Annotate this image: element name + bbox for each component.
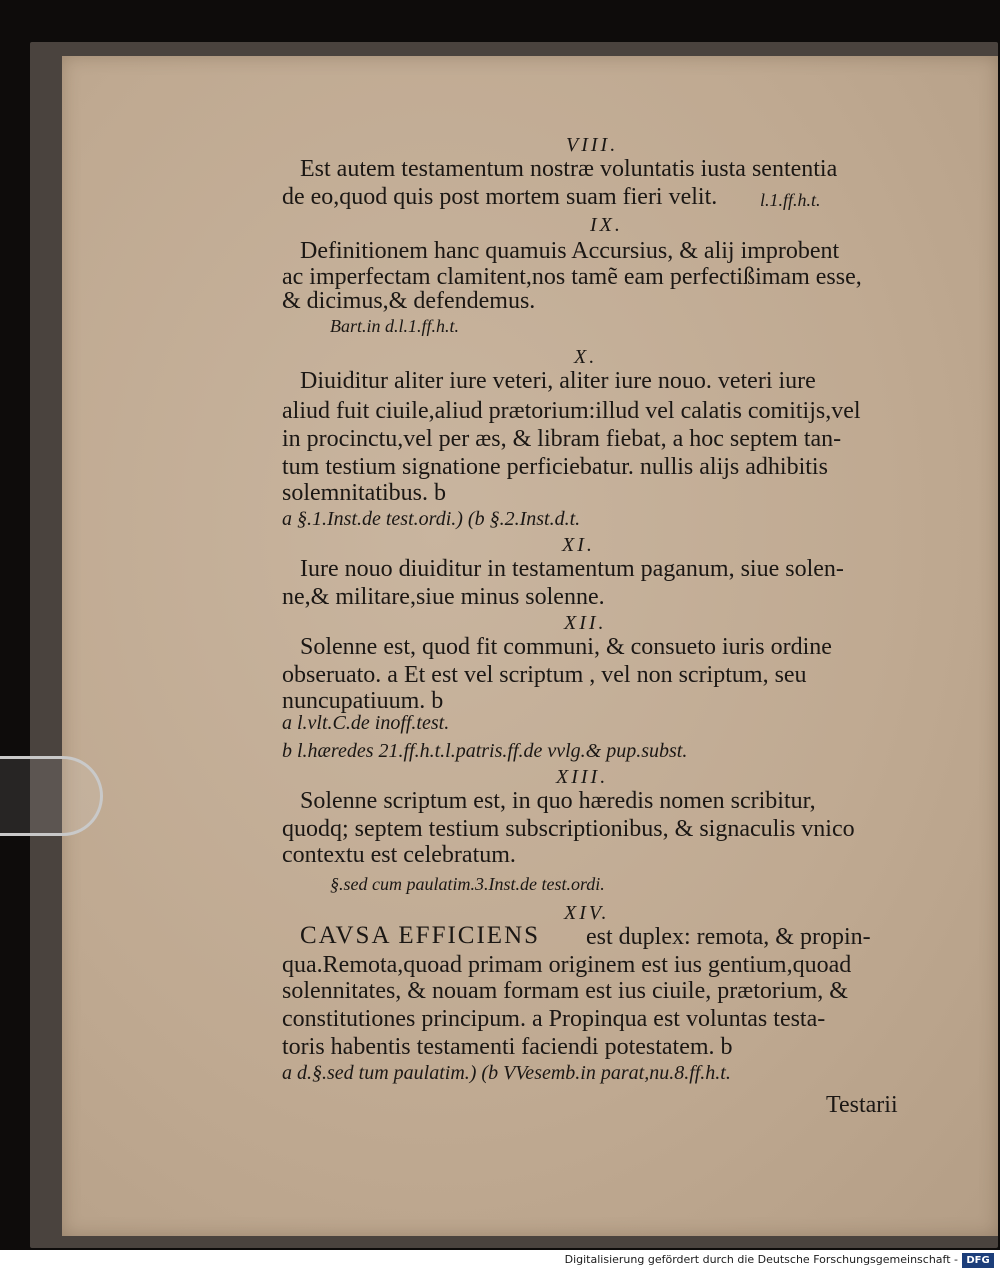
text-line: constitutiones principum. a Propinqua est voluntas testa- bbox=[282, 1006, 826, 1032]
heading-caps: CAVSA EFFICIENS bbox=[300, 922, 541, 949]
text-line: Solenne est, quod fit communi, & consueto iuris ordine bbox=[300, 634, 832, 660]
text-line: est duplex: remota, & propin- bbox=[586, 924, 871, 950]
footnotes: a d.§.sed tum paulatim.) (b VVesemb.in parat,nu.8.ff.h.t. bbox=[282, 1062, 731, 1084]
text-line: quodq; septem testium subscriptionibus, & signaculis vnico bbox=[282, 816, 855, 842]
footnotes: a §.1.Inst.de test.ordi.) (b §.2.Inst.d.t. bbox=[282, 508, 581, 530]
section-number: X. bbox=[574, 346, 598, 368]
section-number: IX. bbox=[590, 214, 623, 236]
citation: §.sed cum paulatim.3.Inst.de test.ordi. bbox=[330, 874, 605, 894]
text-line: Diuiditur aliter iure veteri, aliter iure nouo. veteri iure bbox=[300, 368, 816, 394]
footnote: b l.hæredes 21.ff.h.t.l.patris.ff.de vvlg.& pup.subst. bbox=[282, 740, 688, 762]
dfg-logo-icon: DFG bbox=[962, 1253, 994, 1268]
footnote: a l.vlt.C.de inoff.test. bbox=[282, 712, 450, 734]
text-line: tum testium signatione perficiebatur. nullis alijs adhibitis bbox=[282, 454, 828, 480]
paper-clip bbox=[0, 756, 103, 836]
text-line: Solenne scriptum est, in quo hæredis nomen scribitur, bbox=[300, 788, 816, 814]
text-line: Iure nouo diuiditur in testamentum paganum, siue solen- bbox=[300, 556, 844, 582]
text-line: toris habentis testamenti faciendi potestatem. b bbox=[282, 1034, 733, 1060]
text-line: Definitionem hanc quamuis Accursius, & alij improbent bbox=[300, 238, 840, 264]
text-line: ac imperfectam clamitent,nos tamẽ eam perfectißimam esse, bbox=[282, 264, 862, 290]
text-line: in procinctu,vel per æs, & libram fiebat, a hoc septem tan- bbox=[282, 426, 842, 452]
text-line: contextu est celebratum. bbox=[282, 842, 516, 868]
section-number: XIII. bbox=[556, 766, 609, 788]
citation: l.1.ff.h.t. bbox=[760, 190, 821, 210]
digitization-credit: Digitalisierung gefördert durch die Deutsche Forschungsgemeinschaft - bbox=[564, 1253, 958, 1266]
text-line: obseruato. a Et est vel scriptum , vel non scriptum, seu bbox=[282, 662, 807, 688]
citation: Bart.in d.l.1.ff.h.t. bbox=[330, 316, 460, 336]
text-line: Est autem testamentum nostræ voluntatis iusta sententia bbox=[300, 156, 838, 182]
text-line: nuncupatiuum. b bbox=[282, 688, 444, 714]
catchword: Testarii bbox=[826, 1092, 898, 1118]
text-line: qua.Remota,quoad primam originem est ius gentium,quoad bbox=[282, 952, 852, 978]
text-line: aliud fuit ciuile,aliud prætorium:illud vel calatis comitijs,vel bbox=[282, 398, 861, 424]
text-line: ne,& militare,siue minus solenne. bbox=[282, 584, 605, 610]
text-line: de eo,quod quis post mortem suam fieri velit. bbox=[282, 184, 718, 210]
section-number: XII. bbox=[564, 612, 607, 634]
section-number: XIV. bbox=[564, 902, 610, 924]
section-number: XI. bbox=[562, 534, 595, 556]
text-line: solemnitatibus. b bbox=[282, 480, 446, 506]
text-line: & dicimus,& defendemus. bbox=[282, 288, 536, 314]
text-line: solennitates, & nouam formam est ius ciuile, prætorium, & bbox=[282, 978, 848, 1004]
section-number: VIII. bbox=[566, 134, 619, 156]
